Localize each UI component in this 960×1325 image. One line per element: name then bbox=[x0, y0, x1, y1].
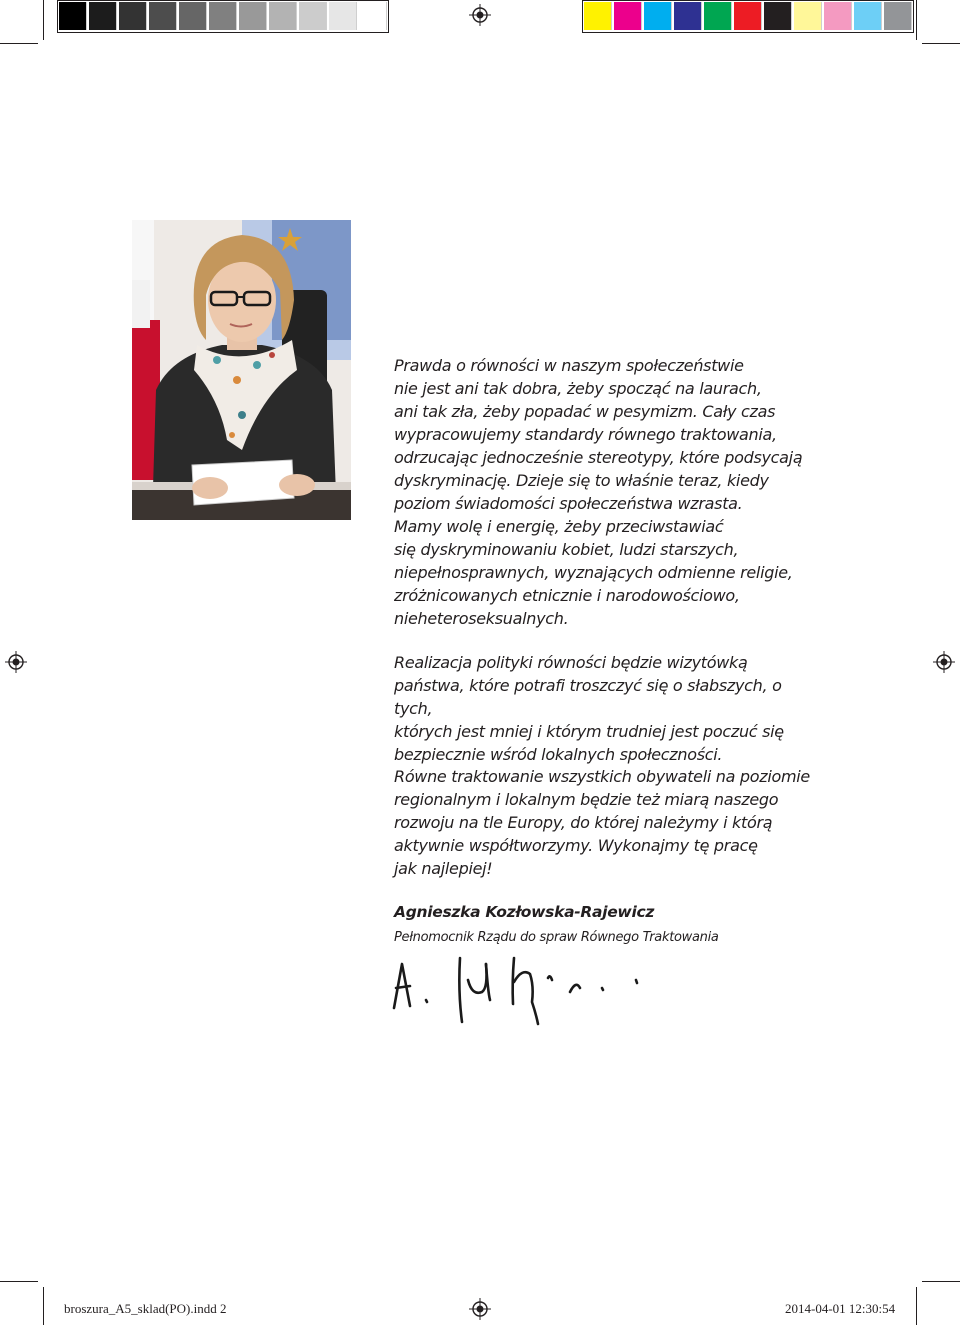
author-title: Pełnomocnik Rządu do spraw Równego Traktowania bbox=[394, 930, 719, 945]
color-swatch bbox=[359, 2, 387, 30]
author-portrait-photo bbox=[132, 220, 351, 520]
color-swatch bbox=[644, 2, 672, 30]
process-color-bar bbox=[582, 0, 914, 33]
registration-mark-icon bbox=[469, 4, 491, 26]
color-swatch bbox=[299, 2, 327, 30]
crop-mark bbox=[916, 0, 917, 40]
crop-mark bbox=[43, 1287, 44, 1325]
color-swatch bbox=[764, 2, 792, 30]
color-swatch bbox=[584, 2, 612, 30]
color-swatch bbox=[179, 2, 207, 30]
paragraph-3: Równe traktowanie wszystkich obywateli na poziomie regionalnym i lokalnym będzie też miarą naszego rozwoju na tle Europy, do której należymy i którą aktywnie współtworzymy. Wykonajmy tę pracę jak najlepiej! bbox=[394, 767, 810, 878]
color-swatch bbox=[674, 2, 702, 30]
color-swatch bbox=[704, 2, 732, 30]
handwritten-signature bbox=[388, 952, 648, 1032]
crop-mark bbox=[0, 43, 38, 44]
color-swatch bbox=[824, 2, 852, 30]
crop-mark bbox=[916, 1287, 917, 1325]
color-swatch bbox=[239, 2, 267, 30]
color-swatch bbox=[734, 2, 762, 30]
crop-mark bbox=[0, 1281, 38, 1282]
color-swatch bbox=[614, 2, 642, 30]
crop-mark bbox=[922, 1281, 960, 1282]
color-swatch bbox=[119, 2, 147, 30]
color-swatch bbox=[854, 2, 882, 30]
color-swatch bbox=[209, 2, 237, 30]
registration-mark-icon bbox=[469, 1298, 491, 1320]
paragraph-2: Realizacja polityki równości będzie wizytówką państwa, które potrafi troszczyć się o słabszych, o tych, których jest mniej i którym trudniej jest poczuć się bezpiecznie wśród lokalnych społeczności. bbox=[394, 653, 784, 764]
color-swatch bbox=[89, 2, 117, 30]
slug-datetime: 2014-04-01 12:30:54 bbox=[785, 1301, 896, 1316]
slug-filename: broszura_A5_sklad(PO).indd 2 bbox=[64, 1301, 227, 1316]
color-swatch bbox=[269, 2, 297, 30]
grayscale-color-bar bbox=[57, 0, 389, 33]
paragraph-1: Prawda o równości w naszym społeczeństwie nie jest ani tak dobra, żeby spocząć na laurach, ani tak zła, żeby popadać w pesymizm. Cały czas wypracowujemy standardy równego traktowania, odrzucając jednocześnie stereotypy, które podsycają dyskryminację. Dzieje się to właśnie teraz, kiedy poziom świadomości społeczeństwa wzrasta. Mamy wolę i energię, żeby przeciwstawiać się dyskryminowaniu kobiet, ludzi starszych, niepełnosprawnych, wyznających odmienne religie, zróżnicowanych etnicznie i narodowościowo, nieheteroseksualnych. bbox=[394, 356, 803, 628]
crop-mark bbox=[922, 43, 960, 44]
registration-mark-icon bbox=[5, 651, 27, 673]
registration-mark-icon bbox=[933, 651, 955, 673]
color-swatch bbox=[329, 2, 357, 30]
crop-mark bbox=[43, 0, 44, 40]
color-swatch bbox=[884, 2, 912, 30]
author-name: Agnieszka Kozłowska-Rajewicz bbox=[394, 903, 655, 921]
color-swatch bbox=[794, 2, 822, 30]
color-swatch bbox=[59, 2, 87, 30]
color-swatch bbox=[149, 2, 177, 30]
